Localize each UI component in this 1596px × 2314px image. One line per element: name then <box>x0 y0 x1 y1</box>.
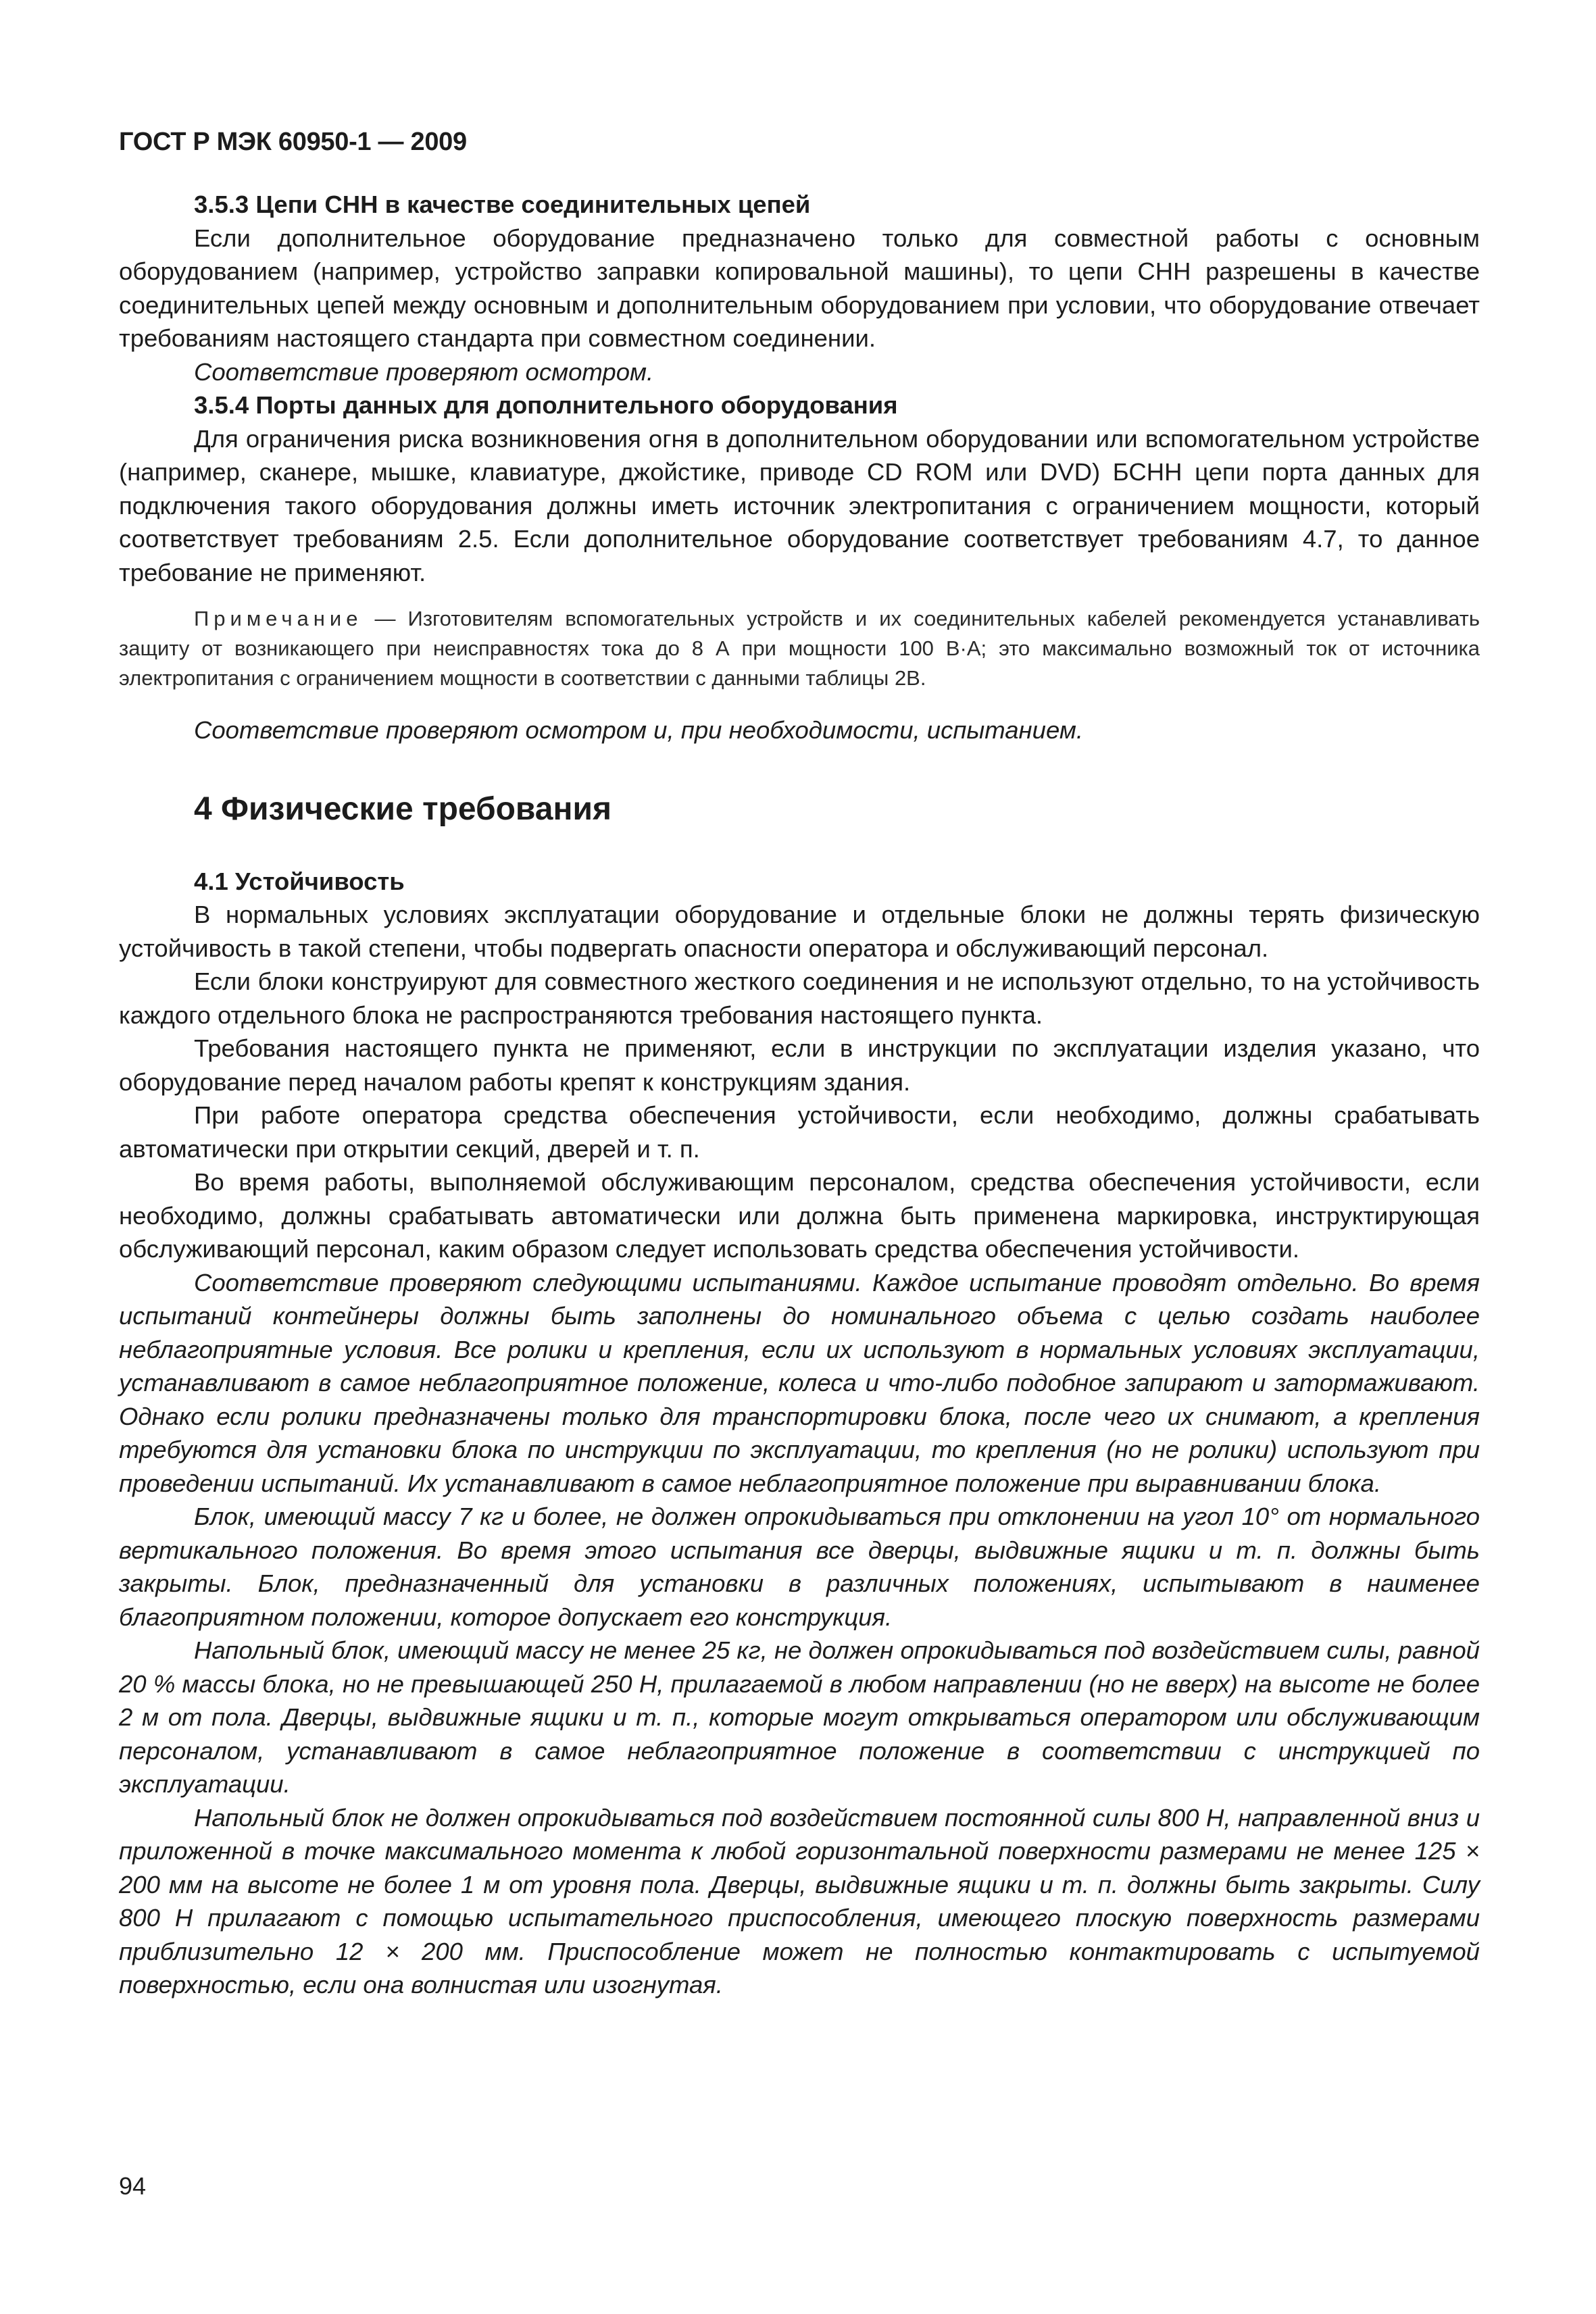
document-page <box>119 126 1480 2002</box>
section-3-5-3-paragraph: Если дополнительное оборудование предназначено только для совместной работы с основным оборудованием (например, устройство заправки копировальной машины), то цепи СНН разрешены в качестве соединительных цепей между основным и дополнительным оборудованием при условии, что оборудование отвечает требованиям настоящего стандарта при совместном соединении. <box>119 224 1480 352</box>
section-4-1-test-paragraph-4: Напольный блок не должен опрокидываться под воздействием постоянной силы 800 Н, направленной вниз и приложенной в точке максимального момента к любой горизонтальной поверхности размерами не менее 125 × 200 мм на высоте не более 1 м от уровня пола. Дверцы, выдвижные ящики и т. п. должны быть закрыты. Силу 800 Н прилагают с помощью испытательного приспособления, имеющего плоскую поверхность размерами приблизительно 12 × 200 мм. Приспособление может не полностью контактировать с испытуемой поверхностью, если она волнистая или изогнутая. <box>119 1803 1480 1998</box>
section-4-1-paragraph-3: Требования настоящего пункта не применяют, если в инструкции по эксплуатации изделия указано, что оборудование перед началом работы крепят к конструкциям здания. <box>119 1034 1480 1096</box>
page-number: 94 <box>119 2172 147 2200</box>
section-4-1-test-paragraph-2: Блок, имеющий массу 7 кг и более, не должен опрокидываться при отклонении на угол 10° от нормального вертикального положения. Во время этого испытания все дверцы, выдвижные ящики и т. п. должны быть закрыты. Блок, предназначенный для установки в различных положениях, испытывают в наименее благоприятном положении, которое допускает его конструкция. <box>119 1503 1480 1631</box>
section-4-title: 4 Физические требования <box>194 790 612 827</box>
section-4-1-test-paragraph-1: Соответствие проверяют следующими испытаниями. Каждое испытание проводят отдельно. Во время испытаний контейнеры должны быть заполнены до номинального объема с целью создать наиболее неблагоприятные условия. Все ролики и крепления, если их используют в нормальных условиях эксплуатации, устанавливают в самое неблагоприятное положение, колеса и что-либо подобное запирают и затормаживают. Однако если ролики предназначены только для транспортировки блока, после чего их снимают, а крепления требуются для установки блока по инструкции по эксплуатации, то крепления (но не ролики) используют при проведении испытаний. Их устанавливают в самое неблагоприятное положение при выравнивании блока. <box>119 1268 1480 1497</box>
section-3-5-4-note <box>119 604 1480 693</box>
section-3-5-4-compliance: Соответствие проверяют осмотром и, при необходимости, испытанием. <box>194 716 1083 744</box>
section-3-5-4-paragraph: Для ограничения риска возникновения огня в дополнительном оборудовании или вспомогательном устройстве (например, сканере, мышке, клавиатуре, джойстике, приводе CD ROM или DVD) БСНН цепи порта данных для подключения такого оборудования должны иметь источник электропитания с ограничением мощности, который соответствует требованиям 2.5. Если дополнительное оборудование соответствует требованиям 4.7, то данное требование не применяют. <box>119 424 1480 586</box>
section-4-1-paragraph-1: В нормальных условиях эксплуатации оборудование и отдельные блоки не должны терять физическую устойчивость в такой степени, чтобы подвергать опасности оператора и обслуживающий персонал. <box>119 901 1480 962</box>
section-4-1-test-paragraph-3: Напольный блок, имеющий массу не менее 25 кг, не должен опрокидываться под воздействием силы, равной 20 % массы блока, но не превышающей 250 Н, прилагаемой в любом направлении (но не вверх) на высоте не более 2 м от пола. Дверцы, выдвижные ящики и т. п., которые могут открываться оператором или обслуживающим персоналом, устанавливают в самое неблагоприятное положение в соответствии с инструкцией по эксплуатации. <box>119 1636 1480 1798</box>
note-label: Примечание <box>194 607 363 630</box>
section-3-5-4-title: 3.5.4 Порты данных для дополнительного оборудования <box>194 391 898 419</box>
section-4-1-paragraph-5: Во время работы, выполняемой обслуживающим персоналом, средства обеспечения устойчивости, если необходимо, должны срабатывать автоматически или должна быть применена маркировка, инструктирующая обслуживающий персонал, каким образом следует использовать средства обеспечения устойчивости. <box>119 1168 1480 1263</box>
section-3-5-3-compliance: Соответствие проверяют осмотром. <box>194 357 654 386</box>
document-header: ГОСТ Р МЭК 60950-1 — 2009 <box>119 128 467 156</box>
section-4-1-paragraph-2: Если блоки конструируют для совместного жесткого соединения и не используют отдельно, то на устойчивость каждого отдельного блока не распространяются требования настоящего пункта. <box>119 967 1480 1029</box>
note-text: — Изготовителям вспомогательных устройств и их соединительных кабелей рекомендуется устанавливать защиту от возникающего при неисправностях тока до 8 А при мощности 100 В·А; это максимально возможный ток от источника электропитания с ограничением мощности в соответствии с данными таблицы 2В. <box>119 607 1480 690</box>
section-3-5-3-title: 3.5.3 Цепи СНН в качестве соединительных цепей <box>194 191 811 218</box>
section-4-1-title: 4.1 Устойчивость <box>194 867 405 895</box>
section-4-1-paragraph-4: При работе оператора средства обеспечения устойчивости, если необходимо, должны срабатывать автоматически при открытии секций, дверей и т. п. <box>119 1101 1480 1163</box>
